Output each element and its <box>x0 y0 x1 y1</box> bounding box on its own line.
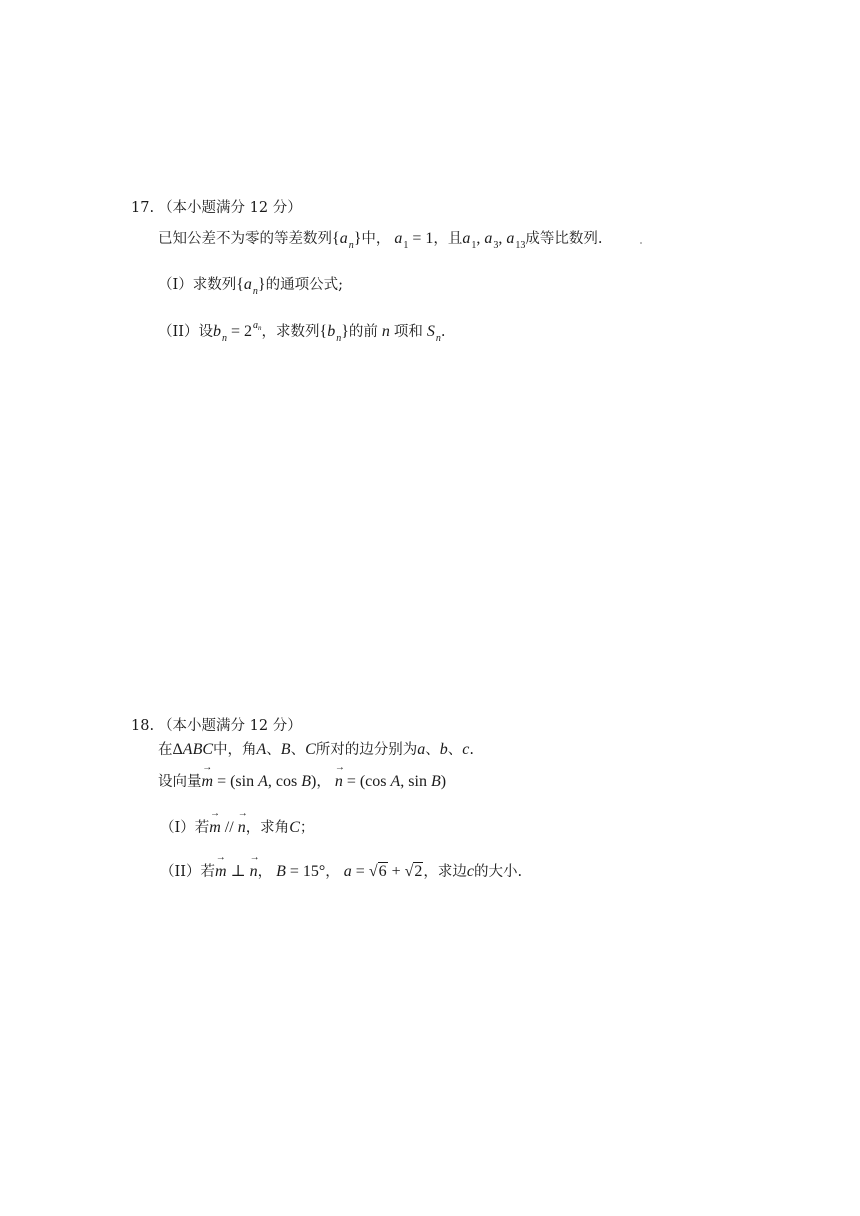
q17-statement: 已知公差不为零的等差数列$\{a_n\}$中， $a_1 = 1$，且$a_1$, $a_3$, $a_{13}$成等比数列. <box>158 230 603 251</box>
q17-heading <box>131 198 302 218</box>
stray-mark <box>640 242 642 244</box>
q18-part2: （II）若 → m ⊥ → n， B = 15°， a = √6 + √2，求边c的大小. <box>160 852 523 880</box>
q18-statement: 在ΔABC中，角A、B、C所对的边分别为a、b、c. <box>158 741 474 758</box>
q17-part2: （II）设$b_n = 2^{a_n}$，求数列$\{b_n\}$的前 n 项和 $S_n$. <box>158 320 446 344</box>
q18-vectors: 设向量 → m = (sin A, cos B)， → n = (cos A, sin B) <box>158 762 447 790</box>
q18-number: 18. <box>131 718 155 734</box>
q17-part1: （I）求数列$\{a_n\}$的通项公式; <box>158 276 343 297</box>
q18-part1: （I）若 → m // → n，求角C； <box>160 808 315 836</box>
q18-points: （本小题满分 12 分） <box>158 718 302 734</box>
q18-heading <box>131 716 302 736</box>
q17-number: 17. <box>131 200 155 216</box>
q17-points: （本小题满分 12 分） <box>158 200 302 216</box>
